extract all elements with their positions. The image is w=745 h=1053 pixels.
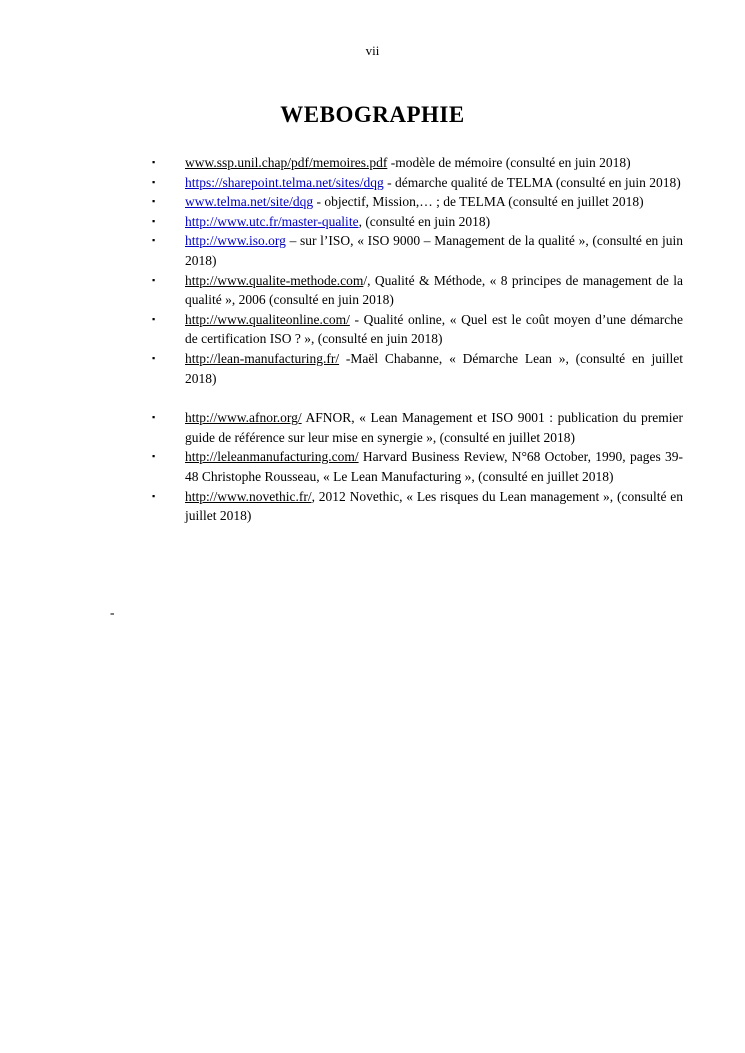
entry-description: - objectif, Mission,… ; de TELMA (consulté en juillet 2018) <box>313 194 644 210</box>
bullet-icon: ▪ <box>152 313 156 324</box>
webography-entry <box>150 408 683 447</box>
webography-entry <box>150 231 683 270</box>
entry-link[interactable]: www.telma.net/site/dqg <box>185 194 314 210</box>
entry-link[interactable]: http://www.qualiteonline.com/ <box>185 311 350 327</box>
entry-link[interactable]: https://sharepoint.telma.net/sites/dqg <box>185 174 384 190</box>
bullet-icon: ▪ <box>152 157 156 167</box>
bullet-icon: ▪ <box>152 215 156 226</box>
webography-entry <box>150 153 683 173</box>
bullet-icon: ▪ <box>152 490 156 501</box>
bullet-icon: ▪ <box>152 352 156 363</box>
entry-link[interactable]: http://www.qualite-methode.com <box>185 272 364 288</box>
webography-entry <box>150 349 683 388</box>
entry-description: , (consulté en juin 2018) <box>358 213 491 229</box>
entry-link[interactable]: http://www.utc.fr/master-qualite <box>185 213 359 229</box>
entry-link[interactable]: http://www.afnor.org/ <box>185 410 302 426</box>
entry-description: -Maël Chabanne, « Démarche Lean », (consulté en juillet 2018) <box>185 350 683 386</box>
entry-description: /, Qualité & Méthode, « 8 principes de management de la qualité », 2006 (consulté en juin 2018) <box>185 272 683 308</box>
bullet-icon: ▪ <box>152 412 156 423</box>
entry-link[interactable]: http://lean-manufacturing.fr/ <box>185 350 340 366</box>
webography-entry <box>150 310 683 349</box>
entry-description: AFNOR, « Lean Management et ISO 9001 : publication du premier guide de référence sur leur mise en synergie », (consulté en juillet 2018) <box>185 410 683 445</box>
footer-dash: - <box>110 605 115 620</box>
entry-link[interactable]: http://leleanmanufacturing.com/ <box>185 449 359 465</box>
entry-description: - Qualité online, « Quel est le coût moyen d’une démarche de certification ISO ? », (consulté en juin 2018) <box>185 311 683 347</box>
webography-entry <box>150 487 683 526</box>
entry-description: -modèle de mémoire (consulté en juin 2018) <box>387 155 631 170</box>
webography-list <box>150 153 683 526</box>
entry-link[interactable]: http://www.iso.org <box>185 233 286 249</box>
entry-description: 2012 Novethic, « Les risques du Lean management », (consulté en juillet 2018) <box>185 488 683 524</box>
entry-link[interactable]: www.ssp.unil.chap/pdf/memoires.pdf <box>185 155 388 170</box>
bullet-icon: ▪ <box>152 274 156 285</box>
entry-description: Harvard Business Review, N°68 October, 1990, pages 39-48 Christophe Rousseau, « Le Lean Manufacturing », (consulté en juillet 2018) <box>185 449 683 484</box>
webography-entry <box>150 447 683 486</box>
webography-entry <box>150 212 683 232</box>
page-number: vii <box>365 43 380 58</box>
entry-description: - démarche qualité de TELMA (consulté en juin 2018) <box>383 174 681 190</box>
bullet-icon: ▪ <box>152 451 156 462</box>
bullet-icon: ▪ <box>152 196 156 207</box>
page-title: WEBOGRAPHIE <box>280 102 465 128</box>
webography-entry <box>150 192 683 212</box>
webography-entry <box>150 173 683 193</box>
bullet-icon: ▪ <box>152 235 156 246</box>
entry-description: – sur l’ISO, « ISO 9000 – Management de la qualité », (consulté en juin 2018) <box>185 233 683 268</box>
webography-entry <box>150 271 683 310</box>
bullet-icon: ▪ <box>152 176 156 187</box>
entry-link[interactable]: http://www.novethic.fr/, <box>185 488 315 504</box>
